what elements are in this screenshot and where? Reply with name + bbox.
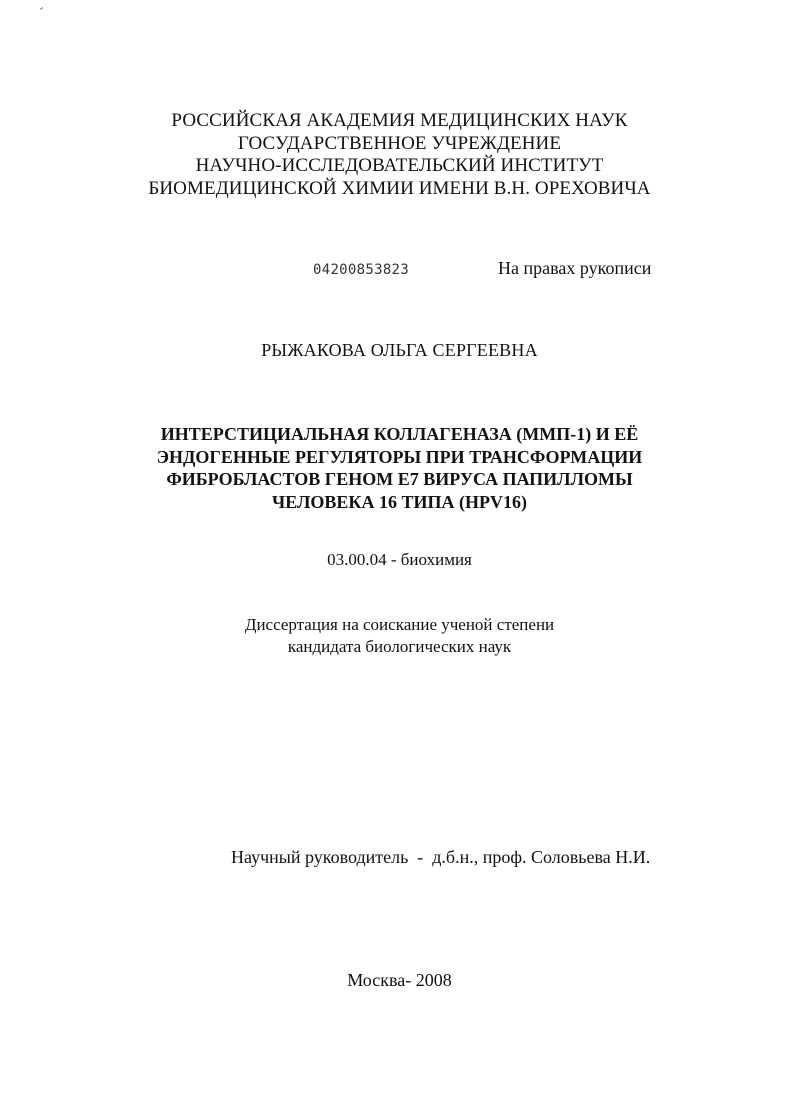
rights-notice: На правах рукописи bbox=[498, 258, 652, 278]
thesis-title bbox=[0, 423, 799, 513]
degree-line: кандидата биологических наук bbox=[287, 637, 512, 656]
degree-statement bbox=[0, 614, 799, 658]
institution-line: ГОСУДАРСТВЕННОЕ УЧРЕЖДЕНИЕ bbox=[237, 132, 562, 154]
catalog-number: 04200853823 bbox=[313, 262, 410, 278]
city-year: Москва- 2008 bbox=[347, 970, 452, 990]
title-line: ИНТЕРСТИЦИАЛЬНАЯ КОЛЛАГЕНАЗА (ММП-1) И ЕЁ bbox=[160, 424, 639, 444]
institution-line: РОССИЙСКАЯ АКАДЕМИЯ МЕДИЦИНСКИХ НАУК bbox=[171, 110, 628, 131]
scan-speck bbox=[40, 7, 43, 10]
institution-header bbox=[0, 110, 799, 200]
supervisor-line: Научный руководитель - д.б.н., проф. Соловьева Н.И. bbox=[231, 847, 651, 867]
title-line: ЧЕЛОВЕКА 16 ТИПА (HPV16) bbox=[272, 491, 527, 512]
specialty-code: 03.00.04 - биохимия bbox=[327, 550, 472, 569]
institution-line: БИОМЕДИЦИНСКОЙ ХИМИИ ИМЕНИ В.Н. ОРЕХОВИЧА bbox=[148, 177, 651, 199]
degree-line: Диссертация на соискание ученой степени bbox=[244, 615, 555, 634]
institution-line: НАУЧНО-ИССЛЕДОВАТЕЛЬСКИЙ ИНСТИТУТ bbox=[195, 155, 604, 176]
title-line: ФИБРОБЛАСТОВ ГЕНОМ Е7 ВИРУСА ПАПИЛЛОМЫ bbox=[166, 469, 633, 489]
title-line: ЭНДОГЕННЫЕ РЕГУЛЯТОРЫ ПРИ ТРАНСФОРМАЦИИ bbox=[156, 446, 643, 467]
author-name: РЫЖАКОВА ОЛЬГА СЕРГЕЕВНА bbox=[261, 340, 538, 360]
